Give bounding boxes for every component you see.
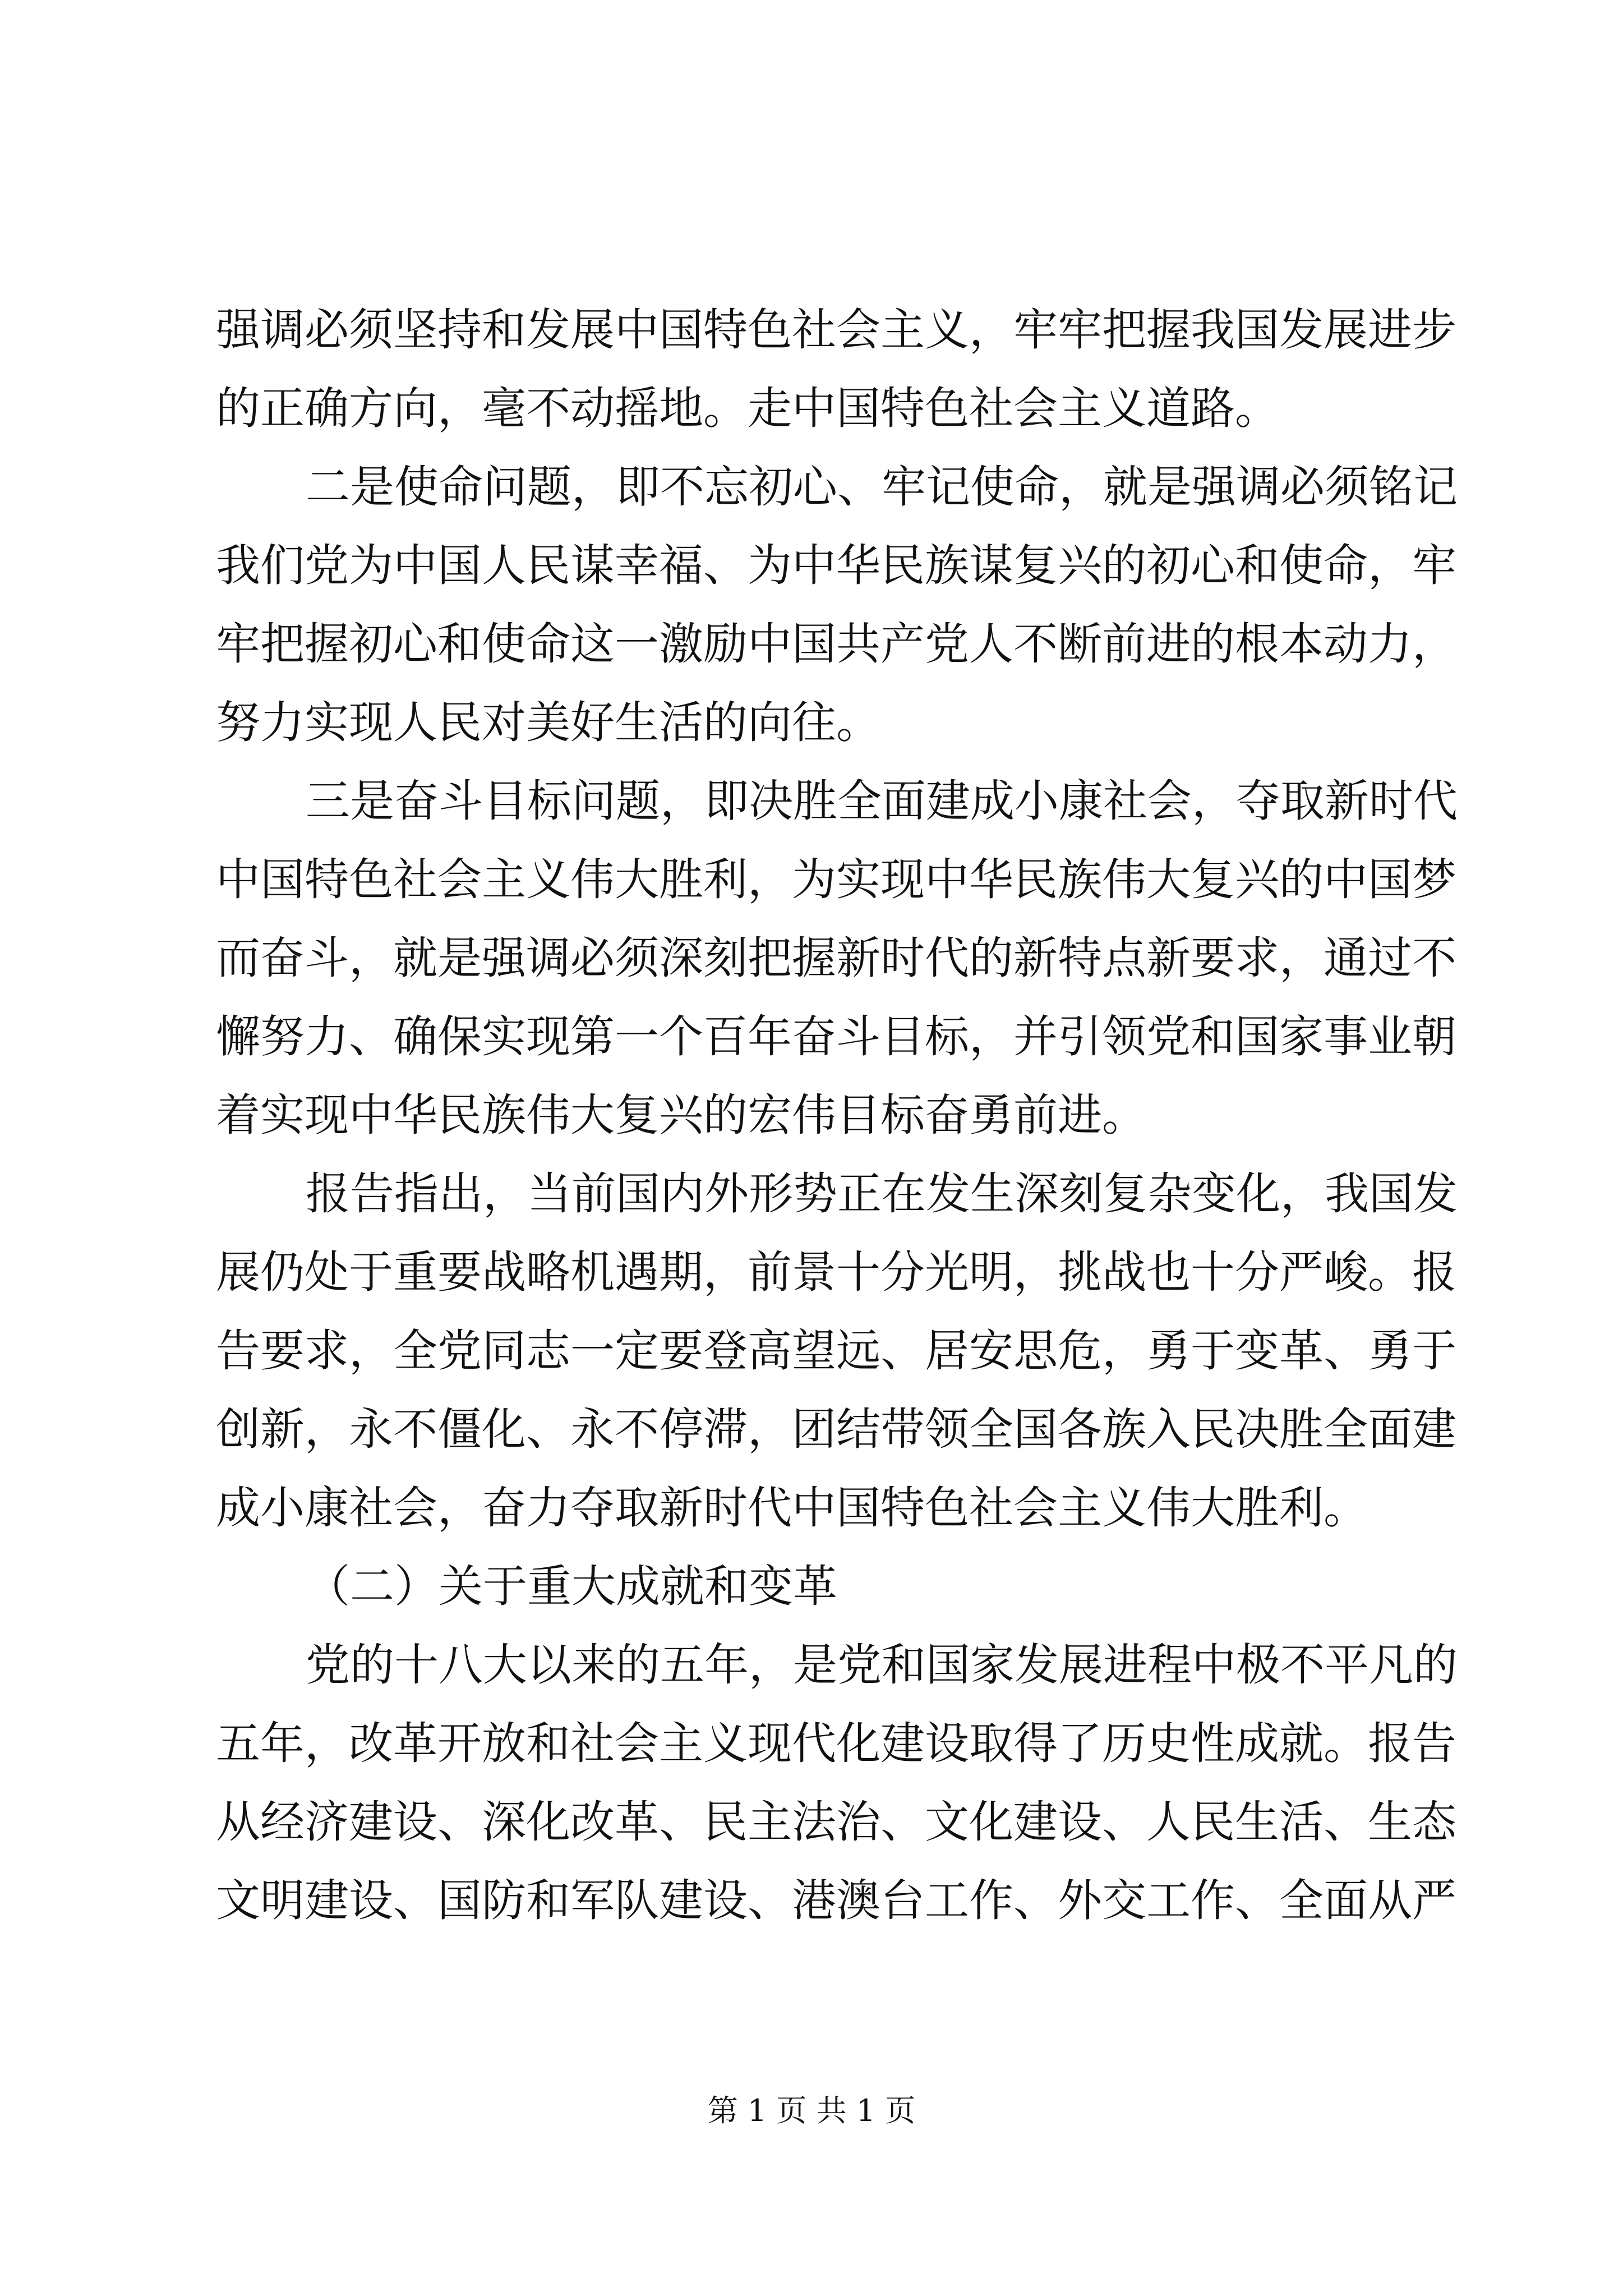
paragraph-line: 我们党为中国人民谋幸福、为中华民族谋复兴的初心和使命，牢 xyxy=(216,540,1456,591)
paragraph-line: 报告指出，当前国内外形势正在发生深刻复杂变化，我国发 xyxy=(306,1168,1458,1220)
paragraph-line: 而奋斗，就是强调必须深刻把握新时代的新特点新要求，通过不 xyxy=(216,932,1456,984)
paragraph-line: 牢把握初心和使命这一激励中国共产党人不断前进的根本动力， xyxy=(216,618,1456,670)
paragraph-line: 告要求，全党同志一定要登高望远、居安思危，勇于变革、勇于 xyxy=(216,1325,1456,1377)
paragraph-line: 的正确方向，毫不动摇地。走中国特色社会主义道路。 xyxy=(216,383,1279,434)
paragraph-line: 党的十八大以来的五年，是党和国家发展进程中极不平凡的 xyxy=(306,1639,1458,1691)
paragraph-line: 二是使命问题，即不忘初心、牢记使命，就是强调必须铭记 xyxy=(306,461,1458,513)
paragraph-line: 文明建设、国防和军队建设、港澳台工作、外交工作、全面从严 xyxy=(216,1875,1456,1926)
paragraph-line: 创新，永不僵化、永不停滞，团结带领全国各族入民决胜全面建 xyxy=(216,1404,1456,1455)
section-heading: （二）关于重大成就和变革 xyxy=(306,1561,837,1612)
paragraph-line: 强调必须坚持和发展中国特色社会主义，牢牢把握我国发展进步 xyxy=(216,304,1456,356)
paragraph-line: 从经济建设、深化改革、民主法治、文化建设、人民生活、生态 xyxy=(216,1796,1456,1848)
paragraph-line: 努力实现人民对美好生活的向往。 xyxy=(216,697,880,748)
paragraph-line: 五年，改革开放和社会主义现代化建设取得了历史性成就。报告 xyxy=(216,1718,1456,1769)
document-body xyxy=(216,291,1458,1940)
paragraph-line: 懈努力、确保实现第一个百年奋斗目标，并引领党和国家事业朝 xyxy=(216,1011,1456,1062)
page-number-footer: 第 1 页 共 1 页 xyxy=(707,2093,916,2128)
paragraph-line: 展仍处于重要战略机遇期，前景十分光明，挑战也十分严峻。报 xyxy=(216,1246,1456,1298)
paragraph-line: 中国特色社会主义伟大胜利，为实现中华民族伟大复兴的中国梦 xyxy=(216,854,1456,905)
paragraph-line: 成小康社会，奋力夺取新时代中国特色社会主义伟大胜利。 xyxy=(216,1482,1368,1534)
paragraph-line: 三是奋斗目标问题，即决胜全面建成小康社会，夺取新时代 xyxy=(306,775,1458,827)
paragraph-line: 着实现中华民族伟大复兴的宏伟目标奋勇前进。 xyxy=(216,1089,1146,1141)
